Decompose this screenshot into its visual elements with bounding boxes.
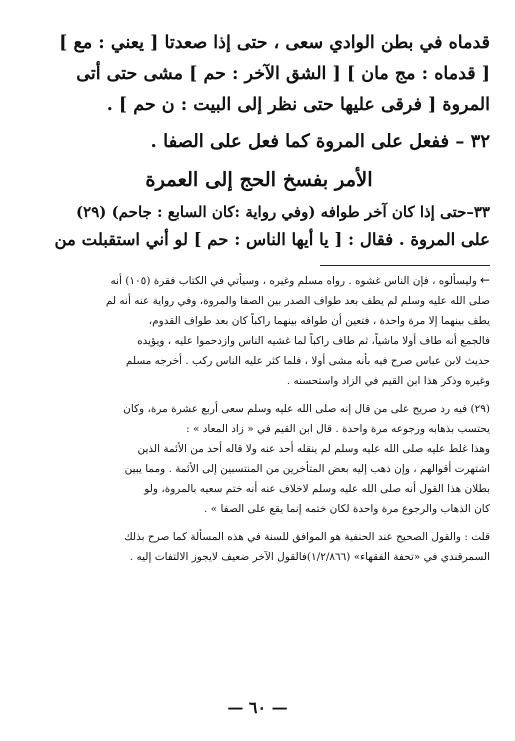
footnotes <box>28 270 490 567</box>
book-page <box>28 28 490 728</box>
main-text-line: على المروة . فقال : [ يا أيها الناس : حم ] لو أني استقبلت من <box>54 230 490 249</box>
footnote-line: حديث لابن عباس صرح فيه بأنه مشى أولا ، فلما كثر عليه الناس ركب . أخرجه مسلم <box>125 355 490 367</box>
footnote-line: يحتسب بذهابه ورجوعه مرة واحدة . قال ابن القيم في « زاد المعاد » : <box>186 423 490 435</box>
footnote-line: وهذا غلط عليه صلى الله عليه وسلم لم ينقله أحد عنه ولا قاله أحد من الأئمة الذين <box>137 443 490 455</box>
footnote-text: وليسألوه ، فإن الناس غشوه . رواه مسلم وغيره ، وسيأتي في الكتاب فقرة (١٠٥) أنه <box>110 275 477 287</box>
footnote-divider <box>320 265 490 266</box>
footnote-line: كان الذهاب والرجوع مرة واحدة لكان ختمه إنما يقع على الصفا » . <box>204 503 490 515</box>
main-text-line: قدماه في بطن الوادي سعى ، حتى إذا صعدتا [ يعني : مع ] <box>59 33 490 53</box>
footnote-29 <box>28 399 490 519</box>
footnote-line: بطلان هذا القول أنه صلى الله عليه وسلم لاخلاف عنه أنه ختم سعيه بالمروة، ولو <box>144 483 490 495</box>
hadith-item-32: ٣٢ – ففعل على المروة كما فعل على الصفا . <box>150 131 490 152</box>
footnote-continuation <box>28 270 490 391</box>
footnote-line: وغيره وذكر هذا ابن القيم في الزاد واستحسنه . <box>286 375 490 387</box>
footnote-line: قلت : والقول الصحيح عند الحنفية هو الموافق للسنة في هذه المسألة كما صرح بذلك <box>124 531 490 543</box>
footnote-line: السمرقندي في «تحفة الفقهاء» (١/٢/٨٦٦)فالقول الآخر ضعيف لايجوز الالتفات إليه . <box>129 551 490 563</box>
section-heading: الأمر بفسخ الحج إلى العمرة <box>145 168 373 191</box>
footnote-line: يطف بينهما إلا مرة واحدة ، فتعين أن طوافه بينهما راكباً كان بعد طواف القدوم، <box>148 315 490 327</box>
footnote-note <box>28 527 490 567</box>
hadith-item-33 <box>28 199 490 253</box>
main-text <box>28 28 490 121</box>
continuation-arrow-icon: ← <box>479 273 490 287</box>
footnote-line <box>28 270 490 291</box>
footnote-line: صلى الله عليه وسلم لم يطف بعد طواف الصدر بين الصفا والمروة، وفي رواية عنه أنه لم <box>105 295 490 307</box>
footnote-line: (٢٩) فيه رد صريح على من قال إنه صلى الله عليه وسلم سعى أربع عشرة مرة، وكان <box>123 403 490 415</box>
main-text-line: ٣٣–حتى إذا كان آخر طوافه (وفي رواية :كان السابع : جاحم) (٢٩) <box>76 203 490 221</box>
page-number: — ٦٠ — <box>227 698 288 717</box>
main-text-line: [ قدماه : مج مان ] [ الشق الآخر : حم ] مشى حتى أتى <box>76 64 490 84</box>
footnote-line: فالجمع أنه طاف أولا ماشياً، ثم طاف راكباً لما غشيه الناس وازدحموا عليه ، ويؤيده <box>137 335 490 347</box>
main-text-line: المروة [ فرقى عليها حتى نظر إلى البيت : ن حم ] . <box>106 95 490 115</box>
footnote-line: اشتهرت أقوالهم ، وإن ذهب إليه بعض المتأخرين من المنتسبين إلى الأئمة . ومما يبين <box>124 463 490 475</box>
